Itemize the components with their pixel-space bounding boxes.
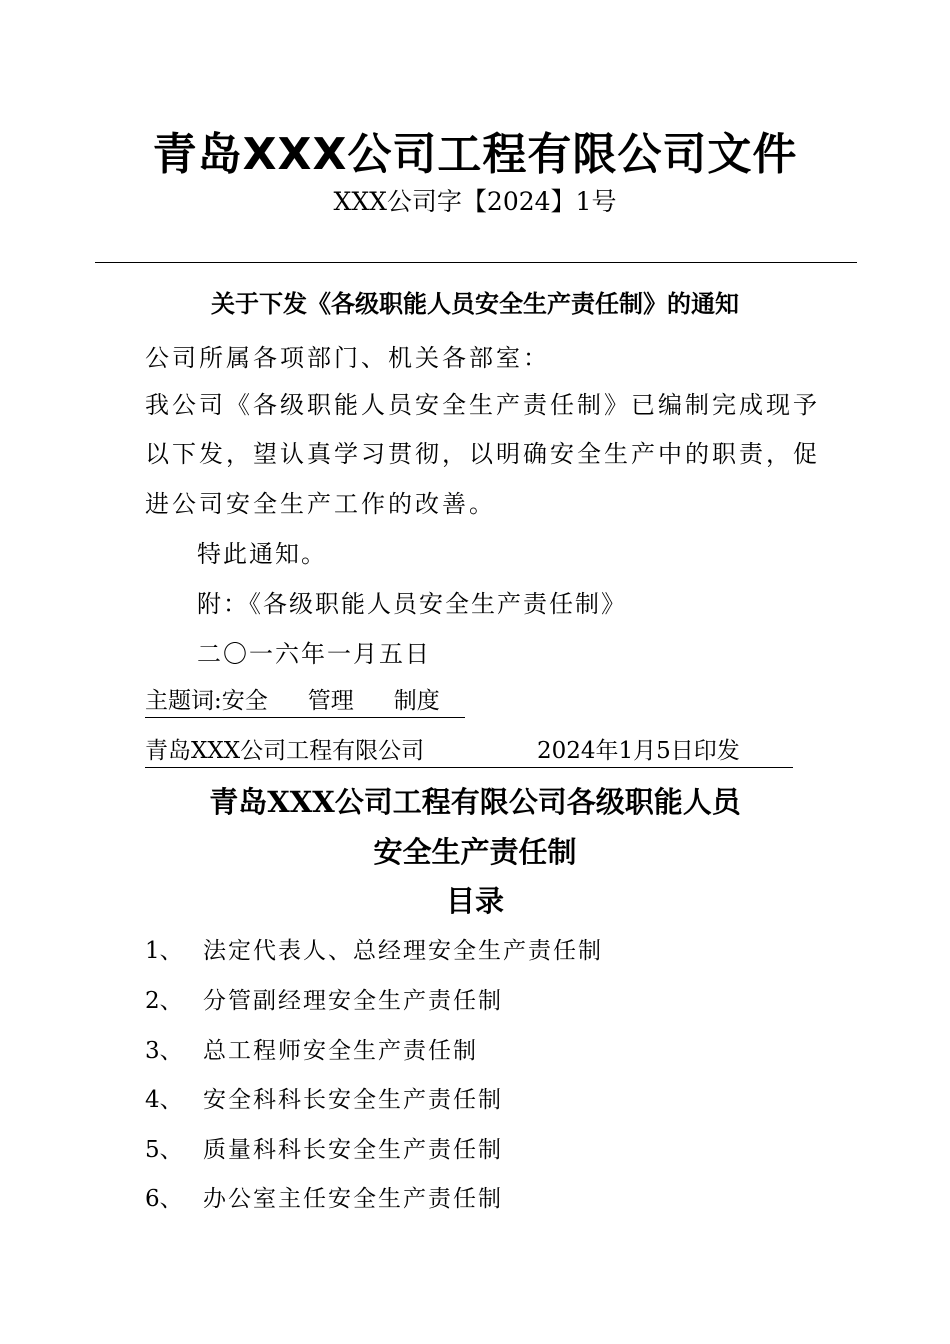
issue-date: 2024年1月5日印发	[537, 738, 740, 764]
header-divider	[95, 262, 857, 263]
notice-title: 关于下发《各级职能人员安全生产责任制》的通知	[211, 289, 739, 318]
keyword: 安全	[221, 688, 268, 714]
toc-item-number: 6、	[145, 1186, 183, 1212]
toc-item-text: 安全科科长安全生产责任制	[203, 1087, 503, 1113]
toc-item-number: 5、	[145, 1137, 183, 1163]
toc-item-text: 办公室主任安全生产责任制	[203, 1186, 503, 1212]
toc-item-number: 1、	[145, 938, 183, 964]
toc-item-number: 2、	[145, 988, 183, 1014]
notice-closing: 特此通知。	[197, 540, 327, 568]
keyword: 管理	[307, 688, 354, 714]
keywords-line	[145, 682, 465, 718]
issuer-name: 青岛XXX公司工程有限公司	[145, 738, 425, 764]
toc-title: 目录	[445, 884, 504, 918]
notice-body-line: 以下发，望认真学习贯彻，以明确安全生产中的职责，促	[145, 440, 820, 468]
document-number: XXX公司字【2024】1号	[333, 187, 617, 216]
toc-item-text: 总工程师安全生产责任制	[203, 1038, 478, 1064]
notice-body-line: 我公司《各级职能人员安全生产责任制》已编制完成现予	[145, 391, 820, 419]
toc-item-number: 4、	[145, 1087, 183, 1113]
toc-item-text: 法定代表人、总经理安全生产责任制	[203, 938, 603, 964]
document-header-title: 青岛XXX公司工程有限公司文件	[152, 129, 798, 180]
keywords-label: 主题词:	[145, 688, 222, 714]
notice-date: 二〇一六年一月五日	[197, 640, 431, 668]
toc-item-text: 分管副经理安全生产责任制	[203, 988, 503, 1014]
toc-item-text: 质量科科长安全生产责任制	[203, 1137, 503, 1163]
section-title-line2: 安全生产责任制	[373, 835, 577, 869]
issuer-line	[145, 732, 793, 768]
toc-item-number: 3、	[145, 1038, 183, 1064]
notice-attachment: 附：《各级职能人员安全生产责任制》	[197, 590, 627, 618]
section-title-line1: 青岛XXX公司工程有限公司各级职能人员	[209, 785, 741, 819]
notice-body-line: 进公司安全生产工作的改善。	[145, 490, 496, 518]
keyword: 制度	[393, 688, 440, 714]
notice-recipient: 公司所属各项部门、机关各部室：	[145, 344, 550, 372]
